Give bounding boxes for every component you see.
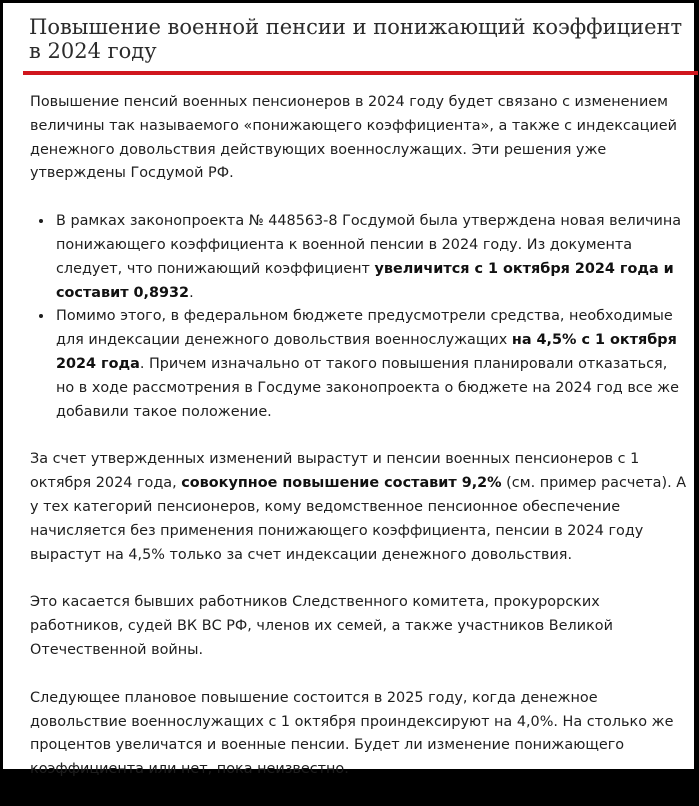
bullet-highlight: увеличится с 1 октября 2024 года и составит 0,8932 — [56, 260, 674, 301]
next-increase-paragraph: Следующее плановое повышение состоится в 2025 году, когда денежное довольствие военнослужащих с 1 октября проиндексируют на 4,0%. На столько же процентов увеличатся и военные пенсии. Будет ли изменение понижающего коэффициента или нет, пока неизвестно. — [30, 689, 674, 778]
bullet-item — [54, 305, 690, 424]
bullet-text-end: . — [189, 284, 194, 301]
bullet-text: В рамках законопроекта № 448563-8 Госдумой была утверждена новая величина понижающего коэффициента к военной пенсии в 2024 году. Из документа следует, что понижающий коэффициент — [56, 213, 682, 277]
intro-paragraph: Повышение пенсий военных пенсионеров в 2024 году будет связано с изменением величины так называемого «понижающего коэффициента», а также с индексацией денежного довольствия действующих военнослужащих. Эти решения уже утверждены Госдумой РФ. — [30, 94, 677, 182]
article-frame — [3, 3, 694, 778]
title-block — [29, 15, 694, 63]
bullet-item — [54, 210, 690, 305]
article-body — [30, 91, 690, 806]
increase-paragraph — [30, 448, 690, 567]
bullet-text: Помимо этого, в федеральном бюджете предусмотрели средства, необходимые для индексации денежного довольствия военнослужащих — [56, 308, 673, 349]
article-title: Повышение военной пенсии и понижающий коэффициент в 2024 году — [29, 15, 683, 63]
increase-highlight: совокупное повышение составит 9,2% — [181, 475, 502, 492]
title-underline — [23, 71, 698, 75]
bullet-list — [30, 210, 690, 424]
increase-text-end: (см. пример расчета). А у тех категорий пенсионеров, кому ведомственное пенсионное обеспечение начисляется без применения понижающего коэффициента, пенсии в 2024 году вырастут на 4,5% только за счет индексации денежного довольствия. — [30, 475, 687, 563]
categories-paragraph: Это касается бывших работников Следственного комитета, прокурорских работников, судей ВК ВС РФ, членов их семей, а также участников Великой Отечественной войны. — [30, 594, 613, 658]
bullet-text-end: . Причем изначально от такого повышения планировали отказаться, но в ходе рассмотрения в Госдуме законопроекта о бюджете на 2024 год все же добавили такое положение. — [56, 355, 679, 420]
bullet-highlight: на 4,5% с 1 октября 2024 года — [56, 332, 677, 372]
increase-text: За счет утвержденных изменений вырастут и пенсии военных пенсионеров с 1 октября 2024 года, — [30, 451, 640, 492]
